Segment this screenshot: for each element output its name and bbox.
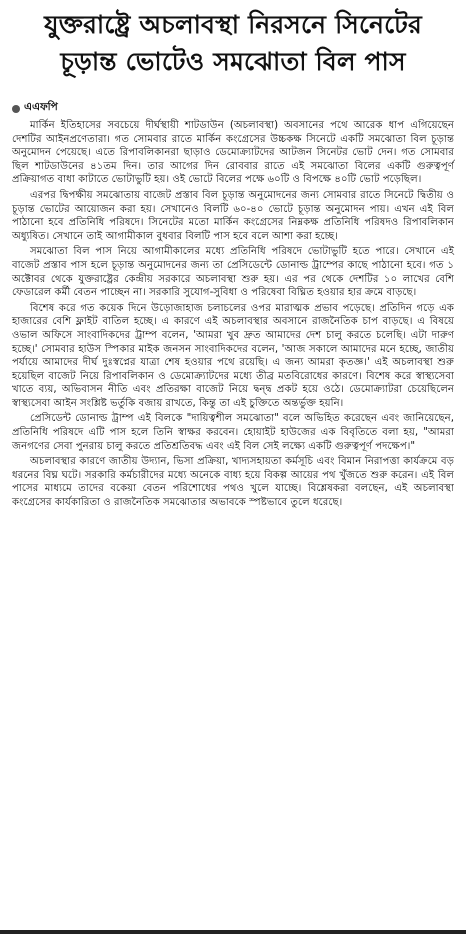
bullet-icon — [12, 105, 20, 113]
headline: যুক্তরাষ্ট্রে অচলাবস্থা নিরসনে সিনেটের চূড়ান্ত ভোটেও সমঝোতা বিল পাস — [44, 10, 422, 76]
article-body — [12, 119, 454, 510]
paragraph: বিশেষ করে গত কয়েক দিনে উড়োজাহাজ চলাচলের ওপর মারাত্মক প্রভাব পড়েছে। প্রতিদিন গড়ে এক হাজারের বেশি ফ্লাইট বাতিল হচ্ছে। এ কারণে এই অচলাবস্থার অবসানে রাজনৈতিক চাপ বাড়ছে। এ বিষয়ে ওভাল অফিসে সাংবাদিকদের ট্রাম্প বলেন, 'আমরা খুব দ্রুত আমাদের দেশ চালু করতে চলেছি। এটা দারুণ হচ্ছে।' সোমবার হাউস স্পিকার মাইক জনসন সাংবাদিকদের বলেন, 'আজ সকালে আমাদের মনে হচ্ছে, জাতীয় পর্যায়ে আমাদের দীর্ঘ দুঃস্বপ্নের যাত্রা শেষ হওয়ার পথে রয়েছি। এ জন্য আমরা কৃতজ্ঞ।' এই অচলাবস্থা শুরু হয়েছিল বাজেট নিয়ে রিপাবলিকান ও ডেমোক্র্যাটদের মধ্যে তীব্র মতবিরোধের কারণে। বিশেষ করে স্বাস্থ্যসেবা খাতে ব্যয়, অভিবাসন নীতি এবং প্রতিরক্ষা বাজেট নিয়ে দ্বন্দ্ব প্রকট হয়ে ওঠে। ডেমোক্র্যাটরা চেয়েছিলেন স্বাস্থ্যসেবা আইন সংশ্লিষ্ট ভর্তুকি বজায় রাখতে, কিন্তু তা এই চুক্তিতে অন্তর্ভুক্ত হয়নি। — [12, 302, 454, 409]
paragraph: অচলাবস্থার কারণে জাতীয় উদ্যান, ভিসা প্রক্রিয়া, খাদ্যসহায়তা কর্মসূচি এবং বিমান নিরাপত্তা কার্যক্রমে বড় ধরনের বিঘ্ন ঘটে। সরকারি কর্মচারীদের মধ্যে অনেকে বাধ্য হয়ে বিকল্প আয়ের পথ খুঁজতে শুরু করেন। এই বিল পাসের মাধ্যমে তাদের বকেয়া বেতন পরিশোধের পথও খুলে যাচ্ছে। বিশ্লেষকরা বলছেন, এই অচলাবস্থা কংগ্রেসের কার্যকারিতা ও রাজনৈতিক সমঝোতার অভাবকে স্পষ্টভাবে তুলে ধরেছে। — [12, 456, 454, 509]
source-label: এএফপি — [24, 101, 58, 113]
paragraph: প্রেসিডেন্ট ডোনাল্ড ট্রাম্প এই বিলকে "দায়িত্বশীল সমঝোতা" বলে অভিহিত করেছেন এবং জানিয়েছেন, প্রতিনিধি পরিষদে এটি পাস হলে তিনি স্বাক্ষর করবেন। হোয়াইট হাউজের এক বিবৃতিতে বলা হয়, "আমরা জনগণের সেবা পুনরায় চালু করতে প্রতিশ্রতিবদ্ধ এবং এই বিল সেই লক্ষ্যে একটি গুরুত্বপূর্ণ পদক্ষেপ।" — [12, 413, 454, 452]
paragraph: সমঝোতা বিল পাস নিয়ে আগামীকালের মধ্যে প্রতিনিধি পরিষদে ভোটাভুটি হতে পারে। সেখানে এই বাজেট প্রস্তাব পাস হলে চূড়ান্ত অনুমোদনের জন্য তা প্রেসিডেন্টে ডোনাল্ড ট্রাম্পের কাছে পাঠানো হবে। গত ১ অক্টোবর থেকে যুক্তরাষ্ট্রের কেন্দ্রীয় সরকারে অচলাবস্থা শুরু হয়। এর পর থেকে দেশটির ১০ লাখের বেশি ফেডারেল কর্মী বেতন পাচ্ছেন না। সরকারি সুযোগ-সুবিধা ও পরিষেবা বিঘ্নিত হওয়ার হার ক্রমে বাড়ছে। — [12, 246, 454, 299]
dateline — [12, 100, 454, 117]
bottom-rule — [0, 930, 466, 934]
paragraph: মার্কিন ইতিহাসের সবচেয়ে দীর্ঘস্থায়ী শাটডাউন (অচলাবস্থা) অবসানের পথে আরেক ধাপ এগিয়েছেন দেশটির আইনপ্রণেতারা। গত সোমবার রাতে মার্কিন কংগ্রেসের উচ্চকক্ষ সিনেটে একটি সমঝোতা বিল চূড়ান্ত অনুমোদন পেয়েছে। এতে রিপাবলিকানরা ছাড়াও ডেমোক্র্যাটদের আটজন সিনেটর ভোট দেন। গত সোমবার ছিল শাটডাউনের ৪১তম দিন। তার আগের দিন রোববার রাতে এই সমঝোতা বিলের একটি গুরুত্বপূর্ণ প্রক্রিয়াগত বাধা কাটাতে ভোটাভুটি হয়। ওই ভোটে বিলের পক্ষে ৬০টি ও বিপক্ষে ৪০টি ভোট পড়েছিল। — [12, 120, 454, 186]
paragraph: এরপর দ্বিপক্ষীয় সমঝোতায় বাজেট প্রস্তাব বিল চূড়ান্ত অনুমোদনের জন্য সোমবার রাতে সিনেটে দ্বিতীয় ও চূড়ান্ত ভোটের আয়োজন করা হয়। সেখানেও বিলটি ৬০-৪০ ভোটে চূড়ান্ত অনুমোদন পায়। এখন এই বিল পাঠানো হবে প্রতিনিধি পরিষদে। সিনেটের মতো মার্কিন কংগ্রেসের নিম্নকক্ষ প্রতিনিধি পরিষদও রিপাবলিকান অধ্যুষিত। সেখানে তাই আগামীকাল বুধবার বিলটি পাস হবে বলে আশা করা হচ্ছে। — [12, 189, 454, 242]
